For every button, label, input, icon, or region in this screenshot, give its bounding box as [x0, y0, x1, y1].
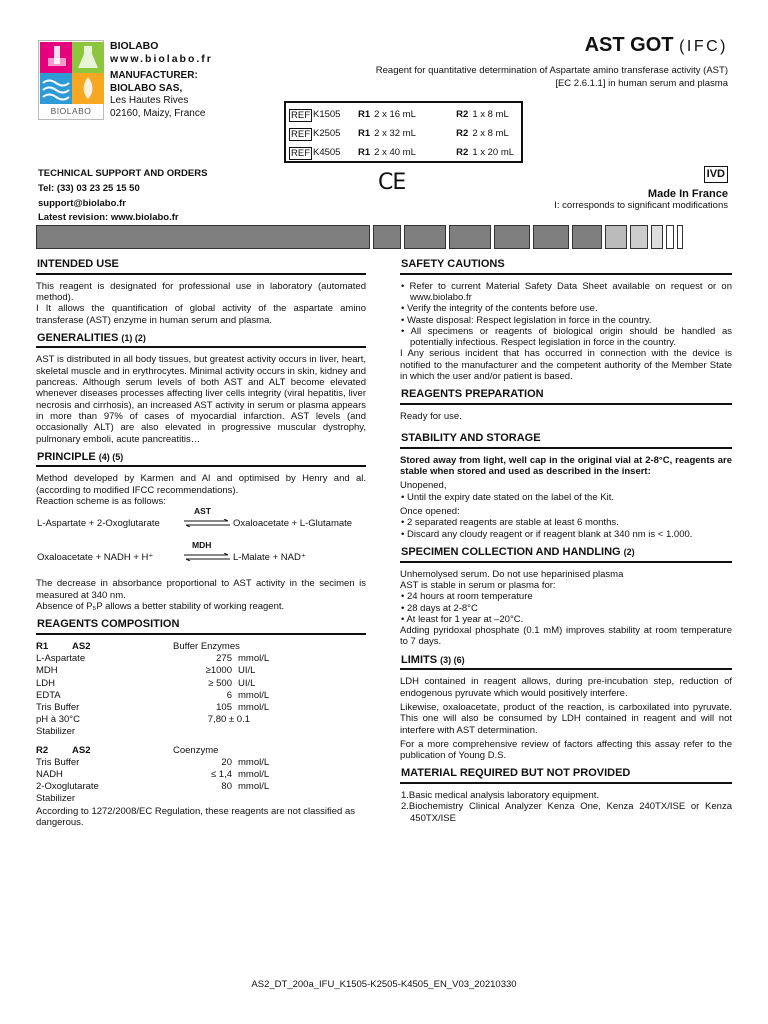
reaction-2-rhs: L-Malate + NAD⁺ [233, 552, 306, 564]
subtitle-line-1: Reagent for quantitative determination of Aspartate amino transferase activity (AST) [375, 65, 728, 76]
r2-label: R2 [456, 128, 469, 140]
limits-heading [400, 654, 732, 671]
incident-note: I Any serious incident that has occurred in connection with the device is notified to the manufacturer and the competent authority of the Member State in which the user and/or patient is based. [400, 348, 732, 383]
r2-components [36, 757, 366, 806]
r2-description: Coenzyme [173, 744, 219, 756]
component-value: 7,80 ± 0.1 [207, 714, 250, 726]
ref-row [289, 144, 518, 163]
preparation-heading: REAGENTS PREPARATION [400, 388, 732, 405]
bar-segment [373, 225, 401, 249]
component-row [36, 793, 366, 805]
component-name: Tris Buffer [36, 756, 80, 768]
ref-tag: REF [291, 129, 310, 140]
r1-description: Buffer Enzymes [173, 640, 240, 652]
component-row [36, 726, 366, 738]
component-value: 105 [216, 701, 232, 713]
r1-header-row [36, 641, 366, 653]
document-subtitle [328, 64, 728, 90]
component-unit [232, 726, 238, 738]
modification-note: I: corresponds to significant modifications [554, 200, 728, 211]
component-value: ≤ 1,4 [210, 768, 232, 780]
component-unit: mmol/L [238, 701, 270, 713]
component-name: L-Aspartate [36, 653, 86, 665]
r2-header-row [36, 745, 366, 757]
regulation-note: According to 1272/2008/EC Regulation, these reagents are not classified as dangerous. [36, 805, 355, 828]
reaction-1 [36, 507, 366, 541]
opened-item: • 2 separated reagents are stable at least 6 months. [401, 517, 619, 529]
component-value: 6 [226, 689, 232, 701]
component-value: 20 [221, 756, 232, 768]
component-value [176, 793, 232, 805]
intended-use-heading: INTENDED USE [36, 258, 366, 275]
specimen-p1: Unhemolysed serum. Do not use heparinised plasma [400, 568, 624, 580]
limits-refs: (3) (6) [440, 654, 465, 665]
component-row [36, 665, 366, 677]
reaction-1-rhs: Oxaloacetate + L-Glutamate [233, 518, 353, 530]
principle-refs: (4) (5) [98, 451, 124, 462]
r1-components [36, 653, 366, 738]
material-heading: MATERIAL REQUIRED BUT NOT PROVIDED [400, 767, 732, 784]
component-value: ≥ 500 [208, 677, 232, 689]
principle-title: PRINCIPLE [37, 450, 96, 463]
tech-support-title: TECHNICAL SUPPORT AND ORDERS [38, 168, 208, 179]
component-name: NADH [36, 768, 63, 780]
unopened-label: Unopened, [400, 480, 447, 492]
specimen-heading [400, 546, 732, 563]
technical-support-block [38, 167, 207, 226]
principle-p1: Method developed by Karmen and Al and optimised by Henry and al. (according to modified IFCC recommendations). [36, 473, 366, 496]
component-row [36, 781, 366, 793]
subtitle-line-2: [EC 2.6.1.1] in human serum and plasma [555, 78, 728, 89]
equilibrium-arrow-icon [184, 553, 230, 561]
company-block [110, 40, 285, 120]
logo-blue-quadrant [40, 73, 72, 104]
r2-label: R2 [456, 147, 469, 159]
reaction-2-enzyme: MDH [192, 540, 212, 551]
r2-label: R2 [456, 109, 469, 121]
right-column [400, 258, 732, 824]
r1-volume: 2 x 40 mL [374, 147, 416, 159]
logo-caption: BIOLABO [50, 106, 92, 117]
bar-segment [677, 225, 683, 249]
component-unit [250, 714, 256, 726]
safety-item: • Refer to current Material Safety Data Sheet available on request or on www.biolabo.fr [401, 280, 732, 303]
component-row [36, 757, 366, 769]
r1-volume: 2 x 32 mL [374, 128, 416, 140]
document-footer: AS2_DT_200a_IFU_K1505-K2505-K4505_EN_V03_20210330 [251, 979, 517, 990]
equilibrium-arrow-icon [184, 519, 230, 527]
component-unit [232, 793, 238, 805]
bar-segment [494, 225, 530, 249]
component-name: LDH [36, 677, 56, 689]
principle-p4: Absence of P₅P allows a better stability of working reagent. [36, 600, 285, 612]
reaction-2 [36, 541, 366, 575]
ref-row [289, 106, 518, 125]
component-unit: mmol/L [238, 653, 270, 665]
opened-item-text: Discard any cloudy reagent or if reagent blank at 340 nm is < 1.000. [406, 528, 693, 540]
r2-volume: 1 x 20 mL [472, 147, 515, 159]
stability-heading: STABILITY AND STORAGE [400, 432, 732, 449]
composition-heading: REAGENTS COMPOSITION [36, 618, 366, 635]
bar-segment [651, 225, 663, 249]
ref-tag: REF [291, 148, 310, 159]
component-name: 2-Oxoglutarate [36, 781, 99, 793]
logo-magenta-quadrant [40, 42, 72, 73]
bar-segment [666, 225, 674, 249]
limits-p1: LDH contained in reagent allows, during pre-incubation step, reduction of endogenous pyruvate which would positively interfere. [400, 676, 732, 699]
bar-segment [449, 225, 491, 249]
principle-p2: Reaction scheme is as follows: [36, 496, 166, 508]
safety-item-text: Refer to current Material Safety Data Sheet available on request or on www.biolabo.fr [409, 280, 732, 303]
generalities-text: AST is distributed in all body tissues, but greatest activity occurs in liver, heart, skeletal muscle and in erythrocytes. Minimal activity occurs in skin, kidney and pancreas. Although serum levels of both AST and ALT become elevated whenever diseases processes affecting liver cells integrity (viral hepatitis, liver necrosis and cirrhosis), an increased AST activity in serum or plasma appears in more than 97% of cases of myocardial infarction. AST levels (and occasionally ALT) are also elevated in progressive muscular dystrophy, pulmonary emboli, acute pancreatitis… [36, 354, 366, 445]
reaction-1-lhs: L-Aspartate + 2-Oxoglutarate [37, 518, 160, 530]
spacer [400, 422, 732, 432]
material-item: 1.Basic medical analysis laboratory equipment. [401, 790, 600, 802]
component-name: pH à 30°C [36, 714, 80, 726]
component-name: MDH [36, 665, 58, 677]
component-row [36, 769, 366, 781]
reference-table [284, 101, 523, 163]
component-unit: mmol/L [238, 768, 270, 780]
ref-code: K1505 [313, 109, 341, 121]
r2-label: R2 [36, 744, 49, 756]
component-unit: mmol/L [238, 756, 270, 768]
r2-volume: 2 x 8 mL [472, 128, 509, 140]
tech-phone: Tel: (33) 03 23 25 15 50 [38, 182, 140, 194]
component-name: Tris Buffer [36, 701, 80, 713]
component-row [36, 690, 366, 702]
specimen-p2: AST is stable in serum or plasma for: [400, 579, 556, 591]
component-row [36, 714, 366, 726]
component-row [36, 653, 366, 665]
safety-item-text: Verify the integrity of the contents before use. [406, 303, 598, 315]
specimen-item: • 24 hours at room temperature [401, 591, 533, 603]
r1-label: R1 [358, 109, 371, 121]
bar-segment [572, 225, 602, 249]
unopened-item-text: Until the expiry date stated on the label of the Kit. [406, 491, 614, 503]
specimen-refs: (2) [623, 546, 635, 557]
bar-segment [404, 225, 446, 249]
document-title [585, 34, 728, 57]
safety-item-text: Waste disposal: Respect legislation in force in the country. [406, 314, 652, 326]
r1-label: R1 [36, 640, 49, 652]
r2-code: AS2 [72, 744, 91, 756]
preparation-text: Ready for use. [400, 410, 462, 422]
generalities-title: GENERALITIES [37, 331, 119, 344]
address-line-1: Les Hautes Rives [110, 95, 189, 106]
stability-text: Stored away from light, well cap in the original vial at 2-8°C, reagents are stable when stored and used as described in the insert: [400, 454, 732, 478]
reaction-1-enzyme: AST [194, 506, 211, 517]
component-value: 275 [216, 653, 232, 665]
component-unit: UI/L [238, 665, 256, 677]
biolabo-logo [38, 40, 104, 120]
generalities-refs: (1) (2) [121, 332, 146, 343]
safety-item: • All specimens or reagents of biological origin should be handled as potentially infectious. Respect legislation in force in the country. [401, 325, 732, 349]
component-name: EDTA [36, 689, 61, 701]
generalities-heading [36, 332, 366, 349]
limits-p2: Likewise, oxaloacetate, product of the reaction, is carboxilated into pyruvate. This one will also be consumed by LDH contained in reagent and will not interfere with AST determination. [400, 701, 732, 736]
specimen-item-text: 28 days at 2-8°C [406, 602, 478, 614]
specimen-item-text: At least for 1 year at –20°C. [406, 613, 524, 625]
opened-label: Once opened: [400, 506, 460, 518]
intended-use-p2: I It allows the quantification of global activity of the aspartate amino transferase (AST) enzyme in human serum and plasma. [36, 303, 366, 326]
made-in-label: Made In France [647, 188, 728, 200]
decorative-bar [36, 225, 730, 249]
bar-segment [533, 225, 569, 249]
ref-row [289, 125, 518, 144]
r1-volume: 2 x 16 mL [374, 109, 416, 121]
specimen-item: • 28 days at 2-8°C [401, 602, 478, 614]
r2-volume: 1 x 8 mL [472, 109, 509, 121]
latest-revision: Latest revision: www.biolabo.fr [38, 212, 179, 224]
opened-item: • Discard any cloudy reagent or if reagent blank at 340 nm is < 1.000. [401, 528, 693, 540]
component-unit: mmol/L [238, 689, 270, 701]
component-row [36, 678, 366, 690]
title-main: AST GOT [584, 34, 674, 56]
component-value [176, 726, 232, 738]
component-unit: mmol/L [238, 781, 270, 793]
ref-tag: REF [291, 110, 310, 121]
manufacturer-name: BIOLABO SAS, [110, 82, 183, 94]
website-link[interactable]: www.biolabo.fr [110, 52, 213, 65]
tech-email[interactable]: support@biolabo.fr [38, 197, 126, 209]
reaction-2-lhs: Oxaloacetate + NADH + H⁺ [37, 552, 154, 564]
r1-label: R1 [358, 128, 371, 140]
safety-item: • Waste disposal: Respect legislation in force in the country. [401, 314, 652, 326]
component-value: 80 [221, 781, 232, 793]
manufacturer-label: MANUFACTURER: [110, 70, 198, 81]
specimen-p3: Adding pyridoxal phosphate (0.1 mM) improves stability at room temperature to 7 days. [400, 625, 732, 648]
component-name: Stabilizer [36, 793, 76, 805]
specimen-item: • At least for 1 year at –20°C. [401, 613, 524, 625]
title-suffix: (IFC) [679, 38, 728, 55]
ref-code: K2505 [313, 128, 341, 140]
specimen-item-text: 24 hours at room temperature [406, 591, 533, 603]
address-line-2: 02160, Maizy, France [110, 107, 206, 119]
safety-heading: SAFETY CAUTIONS [400, 258, 732, 275]
bar-segment [36, 225, 370, 249]
principle-heading [36, 451, 366, 468]
bar-segment [605, 225, 627, 249]
component-value: ≥1000 [205, 665, 232, 677]
specimen-title: SPECIMEN COLLECTION AND HANDLING [401, 545, 621, 558]
component-name: Stabilizer [36, 726, 76, 738]
intended-use-p1: This reagent is designated for professional use in laboratory (automated method). [36, 280, 366, 303]
left-column [36, 258, 366, 828]
logo-orange-quadrant [72, 73, 104, 104]
r1-label: R1 [358, 147, 371, 159]
safety-item: • Verify the integrity of the contents before use. [401, 303, 598, 315]
opened-item-text: 2 separated reagents are stable at least 6 months. [406, 517, 619, 529]
safety-item-text: All specimens or reagents of biological origin should be handled as potentially infectious. Respect legislation in force in the country. [410, 325, 732, 349]
ivd-badge: IVD [704, 166, 728, 183]
component-row [36, 702, 366, 714]
principle-p3: The decrease in absorbance proportional to AST activity in the secimen is measured at 340 nm. [36, 578, 366, 601]
ref-code: K4505 [313, 147, 341, 159]
r1-code: AS2 [72, 640, 91, 652]
unopened-item: • Until the expiry date stated on the label of the Kit. [401, 491, 614, 503]
brand-name: BIOLABO [110, 40, 159, 52]
limits-title: LIMITS [401, 653, 438, 666]
logo-green-quadrant [72, 42, 104, 73]
limits-p3: For a more comprehensive review of factors affecting this assay refer to the publication of Young D.S. [400, 738, 732, 762]
component-unit: UI/L [238, 677, 256, 689]
material-item: 2.Biochemistry Clinical Analyzer Kenza One, Kenza 240TX/ISE or Kenza 450TX/ISE [401, 801, 732, 824]
bar-segment [630, 225, 648, 249]
ce-mark-icon: CE [378, 170, 406, 195]
